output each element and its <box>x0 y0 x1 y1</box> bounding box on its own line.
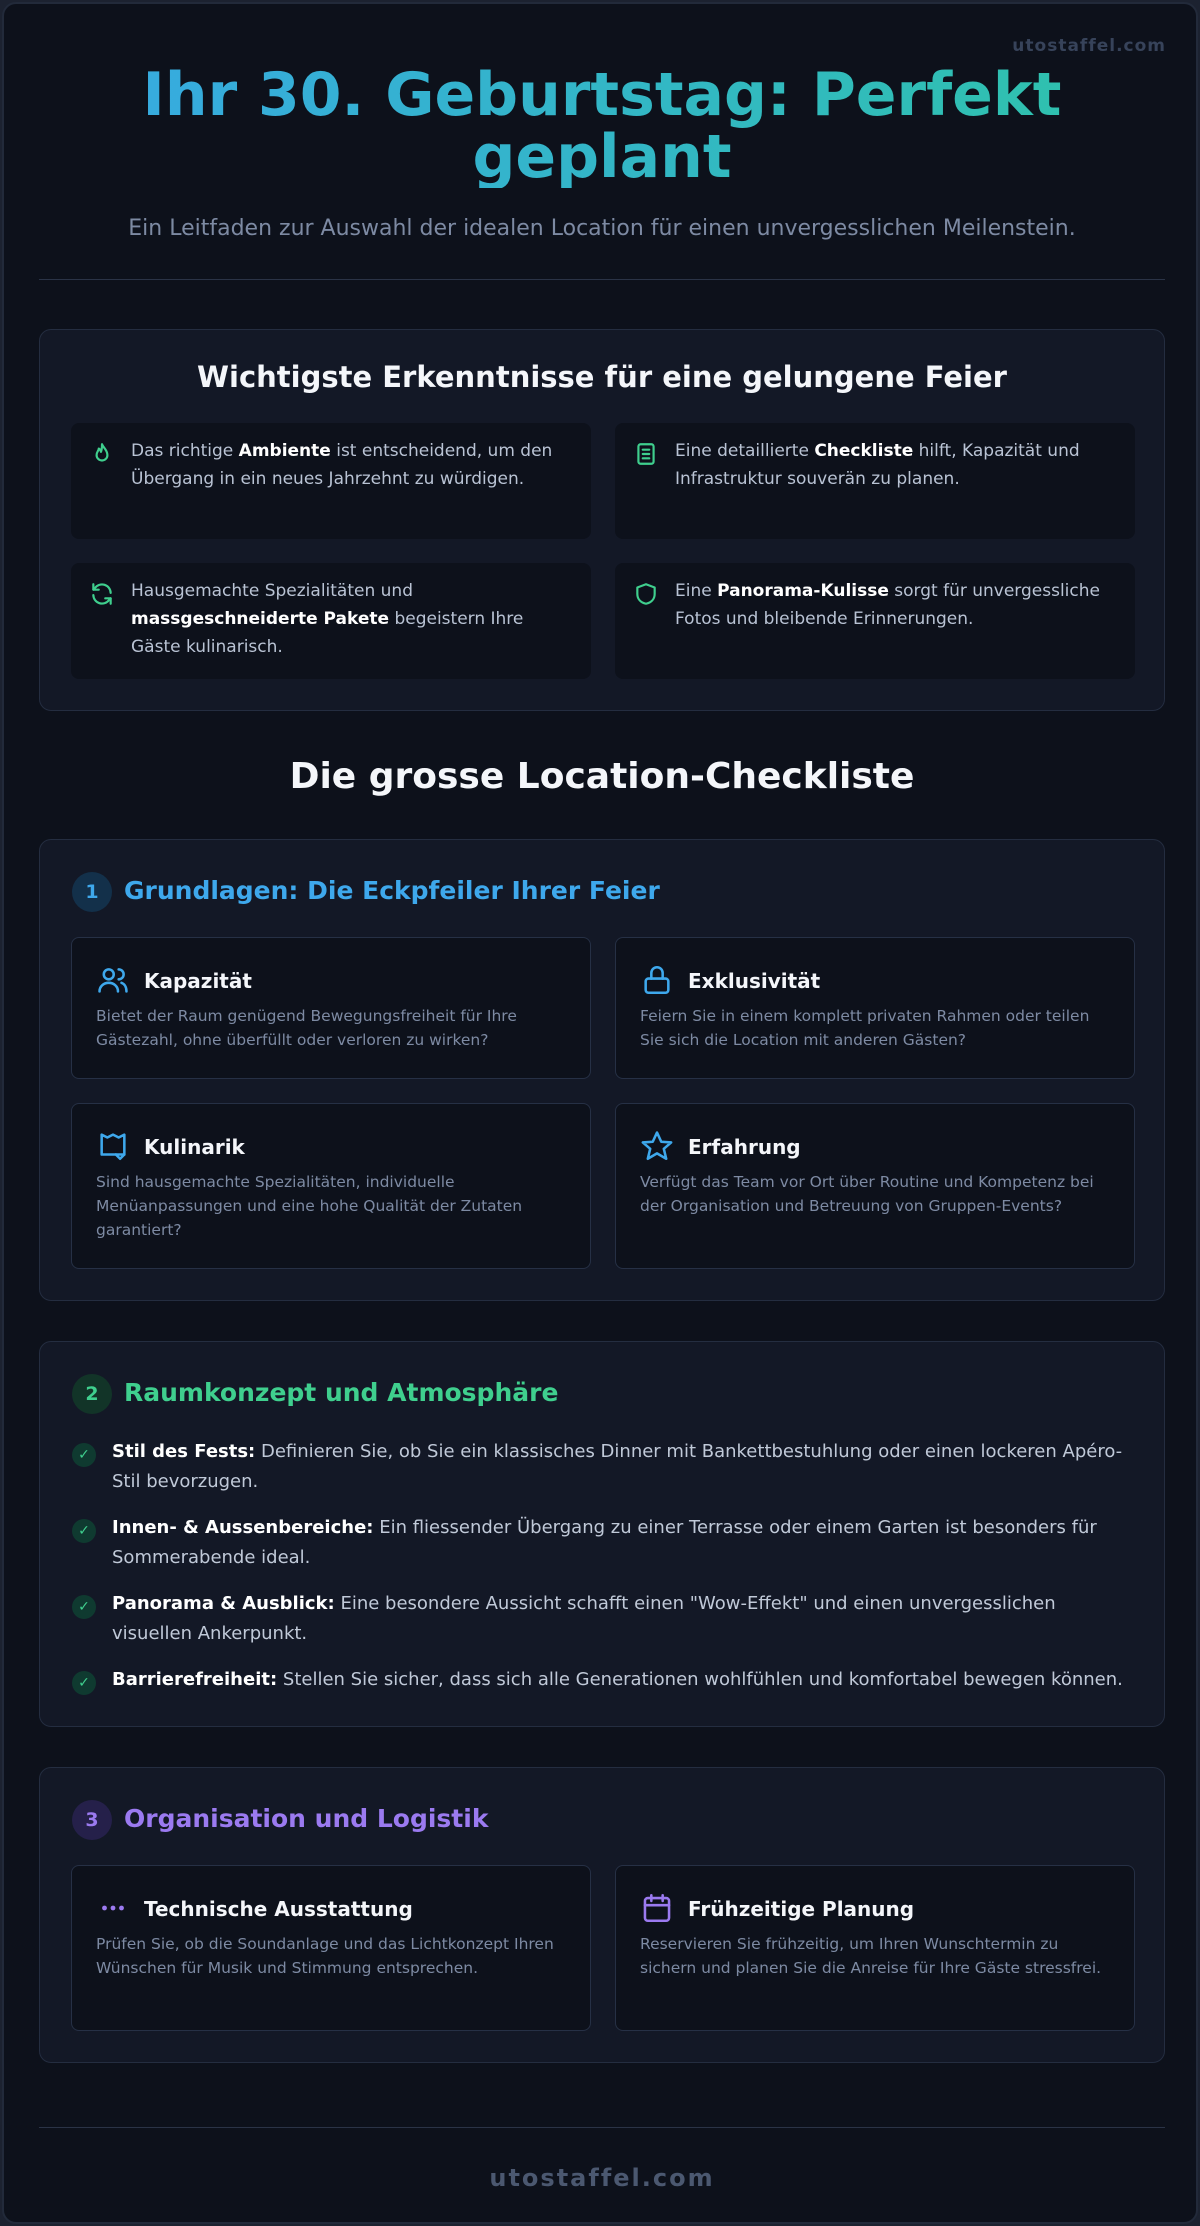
flame-icon <box>89 441 115 467</box>
checkmark-icon: ✓ <box>72 1519 96 1543</box>
checklist-item-capacity <box>71 937 591 1079</box>
chef-hat-icon <box>96 1129 130 1163</box>
star-icon <box>640 1129 674 1163</box>
section-title: Organisation und Logistik <box>124 1804 489 1833</box>
item-title: Technische Ausstattung <box>144 1897 413 1921</box>
insight-text: Eine Panorama-Kulisse sorgt für unvergessliche Fotos und bleibende Erinnerungen. <box>675 581 1100 629</box>
item-title: Erfahrung <box>688 1135 801 1159</box>
insights-title: Wichtigste Erkenntnisse für eine gelungene Feier <box>197 360 1007 394</box>
checklist-item-exclusivity <box>615 937 1135 1079</box>
shield-icon <box>633 581 659 607</box>
section-title: Grundlagen: Die Eckpfeiler Ihrer Feier <box>124 876 660 905</box>
item-text: Sind hausgemachte Spezialitäten, individuelle Menüanpassungen und eine hohe Qualität der Zutaten garantiert? <box>96 1173 523 1239</box>
checklist-point: Innen- & Aussenbereiche: Ein fliessender Übergang zu einer Terrasse oder einem Garten ist besonders für Sommerabende ideal. <box>112 1517 1097 1568</box>
insight-item <box>71 563 591 679</box>
page-subtitle: Ein Leitfaden zur Auswahl der idealen Location für einen unvergesslichen Meilenstein. <box>128 216 1076 241</box>
item-text: Reservieren Sie frühzeitig, um Ihren Wunschtermin zu sichern und planen Sie die Anreise für Ihre Gäste stressfrei. <box>640 1935 1102 1977</box>
calendar-icon <box>640 1891 674 1925</box>
section-number: 2 <box>72 1374 112 1414</box>
refresh-icon <box>89 581 115 607</box>
checkmark-icon: ✓ <box>72 1595 96 1619</box>
footer-brand: utostaffel.com <box>489 2164 715 2192</box>
divider <box>39 2127 1165 2128</box>
checklist-item-technical <box>71 1865 591 2031</box>
checklist-point: Barrierefreiheit: Stellen Sie sicher, dass sich alle Generationen wohlfühlen und komfortabel bewegen können. <box>112 1669 1123 1690</box>
section-basics <box>39 839 1165 1301</box>
item-title: Kapazität <box>144 969 252 993</box>
section-title: Raumkonzept und Atmosphäre <box>124 1378 559 1407</box>
dots-icon <box>96 1891 130 1925</box>
insight-text: Hausgemachte Spezialitäten und massgeschneiderte Pakete begeistern Ihre Gäste kulinarisch. <box>131 581 524 657</box>
item-text: Prüfen Sie, ob die Soundanlage und das Lichtkonzept Ihren Wünschen für Musik und Stimmung entsprechen. <box>96 1935 554 1977</box>
item-title: Exklusivität <box>688 969 821 993</box>
divider <box>39 279 1165 280</box>
title-line-2: geplant <box>472 122 732 192</box>
insight-item <box>615 563 1135 679</box>
checklist-item-cuisine <box>71 1103 591 1269</box>
insight-item <box>71 423 591 539</box>
insight-text: Eine detaillierte Checkliste hilft, Kapazität und Infrastruktur souverän zu planen. <box>675 441 1080 489</box>
users-icon <box>96 963 130 997</box>
item-title: Kulinarik <box>144 1135 245 1159</box>
checklist-icon <box>633 441 659 467</box>
checklist-item-experience <box>615 1103 1135 1269</box>
item-text: Feiern Sie in einem komplett privaten Rahmen oder teilen Sie sich die Location mit anderen Gästen? <box>640 1007 1090 1049</box>
section-organisation <box>39 1767 1165 2063</box>
checklist-heading: Die grosse Location-Checkliste <box>289 756 915 797</box>
checklist-point: Panorama & Ausblick: Eine besondere Aussicht schafft einen "Wow-Effekt" und einen unvergesslichen visuellen Ankerpunkt. <box>112 1593 1056 1644</box>
page-title <box>4 60 1200 192</box>
item-text: Verfügt das Team vor Ort über Routine und Kompetenz bei der Organisation und Betreuung von Gruppen-Events? <box>640 1173 1094 1215</box>
checklist-item-planning <box>615 1865 1135 2031</box>
title-line-1: Ihr 30. Geburtstag: Perfekt <box>142 60 1062 130</box>
insights-card <box>39 329 1165 711</box>
page-frame <box>2 2 1198 2224</box>
checkmark-icon: ✓ <box>72 1671 96 1695</box>
lock-icon <box>640 963 674 997</box>
insight-item <box>615 423 1135 539</box>
section-room-concept <box>39 1341 1165 1727</box>
section-number: 1 <box>72 872 112 912</box>
checkmark-icon: ✓ <box>72 1443 96 1467</box>
item-title: Frühzeitige Planung <box>688 1897 915 1921</box>
watermark: utostaffel.com <box>1012 36 1166 56</box>
section-number: 3 <box>72 1800 112 1840</box>
item-text: Bietet der Raum genügend Bewegungsfreiheit für Ihre Gästezahl, ohne überfüllt oder verloren zu wirken? <box>96 1007 517 1049</box>
checklist-point: Stil des Fests: Definieren Sie, ob Sie ein klassisches Dinner mit Bankettbestuhlung oder einen lockeren Apéro-Stil bevorzugen. <box>112 1441 1123 1492</box>
insight-text: Das richtige Ambiente ist entscheidend, um den Übergang in ein neues Jahrzehnt zu würdigen. <box>131 441 553 489</box>
